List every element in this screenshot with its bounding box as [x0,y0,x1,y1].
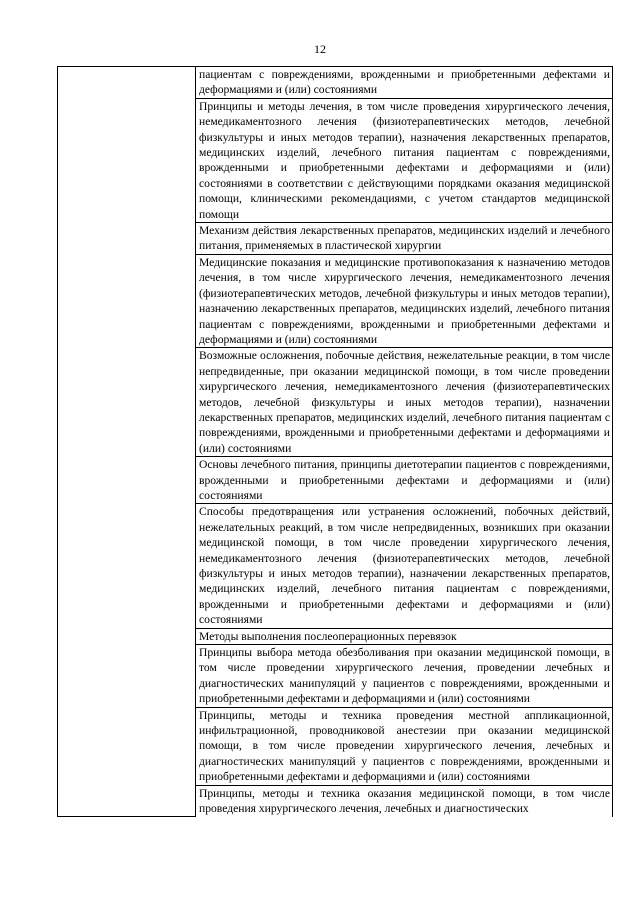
left-column-cell [58,67,196,817]
table-cell-text: Возможные осложнения, побочные действия, нежелательные реакции, в том числе непредвиденные, при оказании медицинской помощи, в том числе проведении хирургического лечения, немедикаментозного лечения (физиотерапевтических методов, лечебной физкультуры и иных методов терапии), назначении лекарственных препаратов, медицинских изделий, лечебного питания пациентам с повреждениями, врожденными и приобретенными дефектами и деформациями и (или) состояниями [196,348,613,457]
table-cell-text: Медицинские показания и медицинские противопоказания к назначению методов лечения, в том числе хирургического лечения, немедикаментозного лечения (физиотерапевтических методов, лечебной физкультуры и иных методов терапии), назначению лекарственных препаратов, медицинских изделий, лечебного питания пациентам с повреждениями, врожденными и приобретенными дефектами и деформациями и (или) состояниями [196,254,613,347]
table-cell-text: Принципы выбора метода обезболивания при оказании медицинской помощи, в том числе проведении хирургического лечения, проведении лечебных и диагностических манипуляций у пациентов с повреждениями, врожденными и приобретенными дефектами и деформациями и (или) состояниями [196,645,613,708]
table-cell-text: Принципы и методы лечения, в том числе проведения хирургического лечения, немедикаментозного лечения (физиотерапевтических методов, лечебной физкультуры и иных методов терапии), назначения лекарственных препаратов, медицинских изделий, лечебного питания пациентам с повреждениями, врожденными и приобретенными дефектами и деформациями и (или) состояниями в соответствии с действующими порядками оказания медицинской помощи, клиническими рекомендациями, с учетом стандартов медицинской помощи [196,98,613,222]
table-cell-text: Основы лечебного питания, принципы диетотерапии пациентов с повреждениями, врожденными и приобретенными дефектами и деформациями и (или) состояниями [196,457,613,504]
competency-table [57,66,613,817]
table-cell-text: пациентам с повреждениями, врожденными и приобретенными дефектами и деформациями и (или) состояниями [196,67,613,99]
table-cell-text: Механизм действия лекарственных препаратов, медицинских изделий и лечебного питания, применяемых в пластической хирургии [196,223,613,255]
page-number: 12 [314,42,326,56]
table-row [58,67,613,99]
table-cell-text: Принципы, методы и техника проведения местной аппликационной, инфильтрационной, проводниковой анестезии при оказании медицинской помощи, в том числе проведении хирургического лечения, лечебных и диагностических манипуляций у пациентов с повреждениями, врожденными и приобретенными дефектами и деформациями и (или) состояниями [196,707,613,785]
table-cell-text: Способы предотвращения или устранения осложнений, побочных действий, нежелательных реакций, в том числе непредвиденных, возникших при оказании медицинской помощи, в том числе проведении хирургического лечения, немедикаментозного лечения (физиотерапевтических методов, лечебной физкультуры и иных методов терапии), назначении лекарственных препаратов, медицинских изделий, лечебного питания пациентам с повреждениями, врожденными и приобретенными дефектами и деформациями и (или) состояниями [196,504,613,628]
table-cell-text: Принципы, методы и техника оказания медицинской помощи, в том числе проведения хирургического лечения, лечебных и диагностических [196,785,613,816]
table-cell-text: Методы выполнения послеоперационных перевязок [196,628,613,644]
